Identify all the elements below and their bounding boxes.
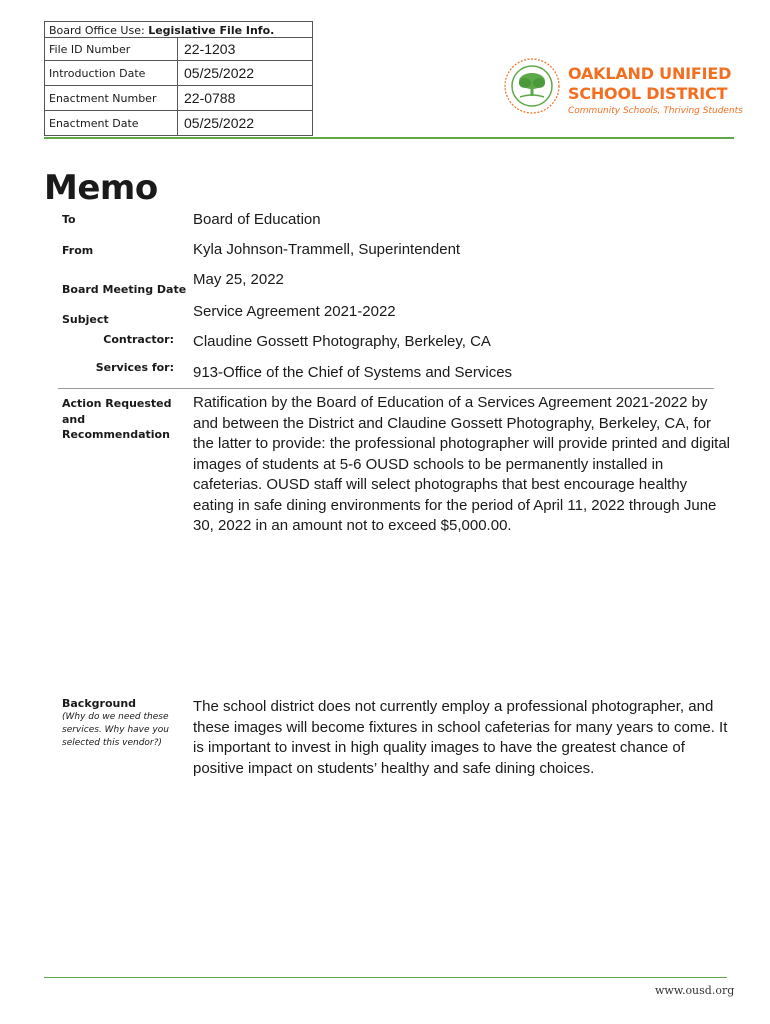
action-paragraph [193, 393, 730, 537]
file-info-header-title: Legislative File Info. [148, 23, 275, 37]
board-meeting-date-value: May 25, 2022 [193, 271, 284, 288]
background-line: positive impact on students’ healthy and safe dining choices. [193, 759, 595, 777]
action-line: and between the District and Claudine Gossett Photography, Berkeley, CA, for [193, 414, 712, 432]
background-note-line: selected this vendor?) [62, 738, 162, 748]
to-value: Board of Education [193, 211, 321, 228]
action-line: Ratification by the Board of Education of a Services Agreement 2021-2022 by [193, 394, 708, 411]
background-line: is important to invest in high quality images to have the greatest chance of [193, 739, 685, 756]
district-name [568, 64, 731, 104]
action-label-line3: Recommendation [62, 428, 170, 441]
background-note-line: (Why do we need these [62, 712, 169, 722]
action-label-line1: Action Requested [62, 397, 172, 410]
footer-url[interactable]: www.ousd.org [655, 984, 735, 997]
memo-title: Memo [44, 168, 158, 208]
file-info-header-prefix: Board Office Use: [49, 23, 145, 37]
file-info-header [45, 22, 313, 38]
action-label-line2: and [62, 412, 86, 426]
enactment-date-value: 05/25/2022 [178, 111, 313, 136]
background-line: these images will become fixtures in school cafeterias for many years to come. It [193, 718, 728, 736]
ousd-logo [502, 52, 743, 124]
board-meeting-date-label: Board Meeting Date [62, 283, 187, 296]
subject-label: Subject [62, 313, 109, 326]
contractor-label: Contractor: [103, 333, 174, 346]
contractor-value: Claudine Gossett Photography, Berkeley, CA [193, 333, 491, 350]
introduction-date-label: Introduction Date [45, 61, 178, 86]
file-id-label: File ID Number [45, 38, 178, 61]
background-label: Background [62, 697, 137, 710]
background-paragraph [193, 697, 727, 779]
action-line: eating in safe dining environments for the period of April 11, 2022 through June [193, 496, 717, 514]
introduction-date-value: 05/25/2022 [178, 61, 313, 86]
from-value: Kyla Johnson-Trammell, Superintendent [193, 241, 461, 258]
district-seal-icon [502, 56, 562, 116]
subject-value: Service Agreement 2021-2022 [193, 303, 396, 320]
from-label: From [62, 244, 94, 257]
action-line: 30, 2022 in an amount not to exceed $5,000.00. [193, 517, 512, 534]
to-label: To [62, 213, 76, 226]
background-line: The school district does not currently employ a professional photographer, and [193, 698, 714, 715]
section-divider [58, 388, 714, 389]
action-line: cafeterias. OUSD staff will select photographs that best encourage healthy [193, 476, 688, 493]
district-name-line2: SCHOOL DISTRICT [568, 84, 728, 103]
enactment-date-label: Enactment Date [45, 111, 178, 136]
district-name-line1: OAKLAND UNIFIED [568, 64, 732, 83]
action-line: images of students at 5-6 OUSD schools to be permanently installed in [193, 455, 664, 473]
action-requested-label [62, 396, 172, 443]
services-for-label: Services for: [95, 361, 174, 374]
action-line: the latter to provide: the professional photographer will provide printed and digital [193, 435, 730, 452]
services-for-value: 913-Office of the Chief of Systems and Services [193, 364, 513, 381]
enactment-number-value: 22-0788 [178, 86, 313, 111]
legislative-file-info-table [44, 21, 313, 136]
header-divider [44, 137, 734, 139]
district-tagline: Community Schools, Thriving Students [568, 106, 743, 116]
enactment-number-label: Enactment Number [45, 86, 178, 111]
background-note [62, 711, 172, 750]
background-note-line: services. Why have you [62, 725, 169, 735]
footer-divider [44, 977, 727, 978]
file-id-value: 22-1203 [178, 38, 313, 61]
